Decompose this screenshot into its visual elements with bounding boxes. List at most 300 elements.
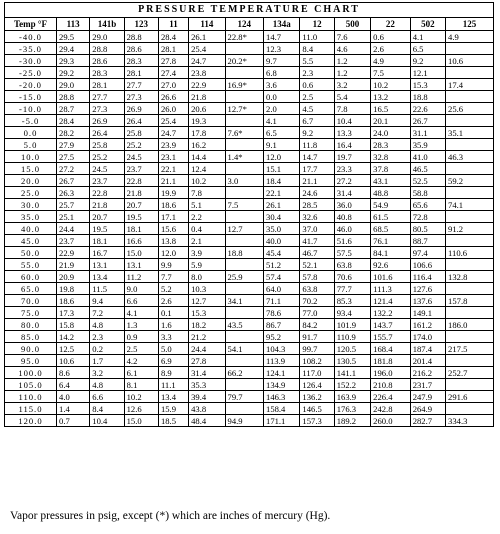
pressure-cell: 95.2 (264, 331, 300, 343)
pressure-cell: 12.0 (264, 151, 300, 163)
pressure-cell: 25.8 (124, 127, 158, 139)
pressure-cell: 16.4 (334, 139, 370, 151)
pressure-cell: 14.7 (264, 31, 300, 43)
pressure-cell: 4.1 (264, 115, 300, 127)
pressure-cell: 26.4 (90, 127, 124, 139)
pressure-cell: 7.8 (189, 187, 225, 199)
pressure-cell: 101.9 (334, 319, 370, 331)
pressure-cell: 18.8 (410, 91, 445, 103)
temp-cell: 5.0 (5, 139, 57, 151)
pressure-cell: 17.8 (189, 127, 225, 139)
pressure-cell (446, 355, 494, 367)
pressure-cell: 40.0 (264, 235, 300, 247)
pressure-cell: 3.0 (225, 175, 263, 187)
pressure-cell: 2.6 (371, 43, 411, 55)
pressure-cell: 16.2 (189, 139, 225, 151)
pressure-cell: 27.9 (57, 139, 90, 151)
pressure-cell: 260.0 (371, 415, 411, 427)
header-refrigerant: 125 (446, 18, 494, 31)
pressure-cell (225, 403, 263, 415)
pressure-cell: 0.9 (124, 331, 158, 343)
pressure-cell: 27.7 (124, 79, 158, 91)
pressure-cell: 28.3 (124, 55, 158, 67)
pressure-cell: 25.1 (57, 211, 90, 223)
pressure-cell (446, 187, 494, 199)
pressure-cell: 52.1 (300, 259, 334, 271)
pressure-cell: 242.8 (371, 403, 411, 415)
pressure-cell: 28.2 (57, 127, 90, 139)
pressure-cell (446, 91, 494, 103)
pressure-cell: 4.0 (57, 391, 90, 403)
pressure-cell: 252.7 (446, 367, 494, 379)
pressure-cell: 15.0 (124, 247, 158, 259)
pressure-cell: 1.3 (124, 319, 158, 331)
pressure-cell: 2.5 (300, 91, 334, 103)
pressure-cell: 28.7 (57, 103, 90, 115)
pressure-cell: 24.4 (189, 343, 225, 355)
pressure-cell: 2.5 (124, 343, 158, 355)
pressure-cell: 78.6 (264, 307, 300, 319)
pressure-cell: 157.3 (300, 415, 334, 427)
pressure-cell: 17.1 (158, 211, 188, 223)
pressure-cell: 54.9 (371, 199, 411, 211)
temp-cell: 25.0 (5, 187, 57, 199)
pressure-cell: 31.4 (334, 187, 370, 199)
pressure-cell (225, 259, 263, 271)
table-row (5, 103, 494, 115)
pressure-cell (225, 187, 263, 199)
pressure-cell: 5.5 (300, 55, 334, 67)
pressure-cell: 7.7 (158, 271, 188, 283)
pressure-cell: 168.4 (371, 343, 411, 355)
temp-cell: -40.0 (5, 31, 57, 43)
pressure-cell: 0.1 (158, 307, 188, 319)
pressure-cell: 92.6 (371, 259, 411, 271)
pressure-cell: 28.8 (90, 43, 124, 55)
temp-cell: -25.0 (5, 67, 57, 79)
pressure-cell: 130.5 (334, 355, 370, 367)
pressure-cell: 12.1 (410, 67, 445, 79)
table-row (5, 307, 494, 319)
pressure-cell: 15.3 (410, 79, 445, 91)
pressure-cell: 5.0 (158, 343, 188, 355)
pressure-cell: 57.8 (300, 271, 334, 283)
temp-cell: 100.0 (5, 367, 57, 379)
pressure-cell: 45.4 (264, 247, 300, 259)
pressure-cell: 11.1 (158, 379, 188, 391)
pressure-cell: 70.2 (300, 295, 334, 307)
pressure-cell: 12.6 (124, 403, 158, 415)
table-row (5, 211, 494, 223)
footnote: Vapor pressures in psig, except (*) which are inches of mercury (Hg). (10, 510, 331, 522)
pressure-cell (225, 355, 263, 367)
pressure-cell: 77.7 (334, 283, 370, 295)
temp-cell: 105.0 (5, 379, 57, 391)
pressure-cell: 1.4 (57, 403, 90, 415)
pressure-cell: 26.9 (90, 115, 124, 127)
table-row (5, 55, 494, 67)
pressure-cell: 120.5 (334, 343, 370, 355)
pressure-cell: 19.7 (334, 151, 370, 163)
table-row (5, 151, 494, 163)
pressure-cell: 143.7 (371, 319, 411, 331)
header-refrigerant: 124 (225, 18, 263, 31)
table-row (5, 283, 494, 295)
temp-cell: 0.0 (5, 127, 57, 139)
pressure-cell: 132.8 (446, 271, 494, 283)
pressure-cell: 111.3 (371, 283, 411, 295)
pressure-cell: 12.0 (158, 247, 188, 259)
header-refrigerant: 134a (264, 18, 300, 31)
header-refrigerant: 141b (90, 18, 124, 31)
pressure-cell: 2.2 (189, 211, 225, 223)
pressure-cell: 20.9 (57, 271, 90, 283)
pressure-cell: 32.8 (371, 151, 411, 163)
pressure-cell: 76.1 (371, 235, 411, 247)
temp-cell: 10.0 (5, 151, 57, 163)
pressure-cell: 17.3 (57, 307, 90, 319)
pressure-cell: 4.9 (446, 31, 494, 43)
pressure-cell: 149.1 (410, 307, 445, 319)
pressure-cell: 163.9 (334, 391, 370, 403)
pressure-cell: 22.1 (158, 163, 188, 175)
temp-cell: -5.0 (5, 115, 57, 127)
pressure-cell: 8.9 (158, 367, 188, 379)
pressure-cell: 52.5 (410, 175, 445, 187)
pressure-cell: 10.2 (124, 391, 158, 403)
table-row (5, 187, 494, 199)
pressure-cell (446, 379, 494, 391)
pressure-cell: 136.2 (300, 391, 334, 403)
pressure-cell: 46.0 (334, 223, 370, 235)
pressure-cell: 4.5 (300, 103, 334, 115)
pressure-cell: 26.6 (158, 91, 188, 103)
pressure-cell: 19.3 (189, 115, 225, 127)
table-row (5, 403, 494, 415)
pressure-cell (225, 139, 263, 151)
table-row (5, 343, 494, 355)
pressure-cell: 66.2 (225, 367, 263, 379)
pressure-cell: 334.3 (446, 415, 494, 427)
temp-cell: -20.0 (5, 79, 57, 91)
pressure-cell: 63.8 (300, 283, 334, 295)
pressure-cell: 23.3 (334, 163, 370, 175)
pressure-cell: 1.2 (334, 67, 370, 79)
header-refrigerant: 502 (410, 18, 445, 31)
pressure-cell: 4.6 (334, 43, 370, 55)
pressure-cell: 24.5 (90, 163, 124, 175)
pressure-cell (225, 235, 263, 247)
pressure-cell: 4.8 (90, 379, 124, 391)
pressure-cell: 6.5 (264, 127, 300, 139)
table-row (5, 223, 494, 235)
pressure-cell: 181.8 (371, 355, 411, 367)
pressure-cell (225, 283, 263, 295)
pressure-cell: 85.3 (334, 295, 370, 307)
header-refrigerant: 12 (300, 18, 334, 31)
table-row (5, 319, 494, 331)
pressure-cell (225, 43, 263, 55)
pressure-cell (446, 331, 494, 343)
table-row (5, 43, 494, 55)
pressure-cell: 18.2 (189, 319, 225, 331)
pressure-cell: 231.7 (410, 379, 445, 391)
header-temp: Temp °F (5, 18, 57, 31)
table-row (5, 259, 494, 271)
pressure-cell: 21.1 (300, 175, 334, 187)
pressure-cell: 28.6 (124, 43, 158, 55)
pressure-cell: 80.5 (410, 223, 445, 235)
pressure-cell: 3.2 (334, 79, 370, 91)
pressure-cell (225, 91, 263, 103)
table-row (5, 67, 494, 79)
pressure-cell: 18.4 (264, 175, 300, 187)
pressure-cell: 5.9 (189, 259, 225, 271)
pressure-cell: 74.1 (446, 199, 494, 211)
pressure-cell: 126.4 (300, 379, 334, 391)
pressure-cell: 97.4 (410, 247, 445, 259)
pressure-cell: 15.0 (124, 415, 158, 427)
pressure-cell: 10.4 (90, 415, 124, 427)
pressure-cell: 11.2 (124, 271, 158, 283)
pressure-cell: 110.6 (446, 247, 494, 259)
pressure-cell: 27.2 (57, 163, 90, 175)
pressure-cell: 28.4 (158, 31, 188, 43)
pressure-cell: 9.4 (90, 295, 124, 307)
table-row (5, 199, 494, 211)
pressure-cell: 2.1 (189, 235, 225, 247)
pressure-cell (446, 163, 494, 175)
pressure-cell: 4.1 (124, 307, 158, 319)
pressure-cell: 35.9 (410, 139, 445, 151)
pressure-cell: 28.1 (90, 79, 124, 91)
pressure-cell: 26.1 (264, 199, 300, 211)
pressure-cell: 23.1 (158, 151, 188, 163)
pressure-cell: 27.8 (189, 355, 225, 367)
pressure-cell: 137.6 (410, 295, 445, 307)
pressure-cell: 8.4 (90, 403, 124, 415)
pressure-cell: 99.7 (300, 343, 334, 355)
pressure-cell: 23.7 (57, 235, 90, 247)
pressure-cell: 12.4 (189, 163, 225, 175)
pressure-cell: 27.3 (124, 91, 158, 103)
header-refrigerant: 113 (57, 18, 90, 31)
pressure-cell: 20.7 (124, 199, 158, 211)
pressure-cell: 19.9 (158, 187, 188, 199)
pressure-cell: 27.8 (158, 55, 188, 67)
pressure-cell: 29.0 (57, 79, 90, 91)
pressure-cell: 27.0 (158, 79, 188, 91)
table-row (5, 31, 494, 43)
pressure-cell: 41.7 (300, 235, 334, 247)
temp-cell: 20.0 (5, 175, 57, 187)
table-row (5, 235, 494, 247)
pressure-cell (225, 307, 263, 319)
pressure-cell: 28.8 (124, 31, 158, 43)
pressure-cell: 2.0 (264, 103, 300, 115)
temp-cell: 45.0 (5, 235, 57, 247)
pressure-cell: 3.2 (90, 367, 124, 379)
pressure-cell: 27.7 (90, 91, 124, 103)
table-body (5, 31, 494, 427)
pressure-cell: 25.4 (158, 115, 188, 127)
temp-cell: -35.0 (5, 43, 57, 55)
table-row (5, 415, 494, 427)
table-row (5, 175, 494, 187)
pressure-cell: 108.2 (300, 355, 334, 367)
pressure-cell: 226.4 (371, 391, 411, 403)
pressure-cell: 27.2 (334, 175, 370, 187)
pressure-cell: 24.7 (189, 55, 225, 67)
pressure-cell: 22.9 (189, 79, 225, 91)
pressure-cell: 25.6 (446, 103, 494, 115)
pressure-cell: 22.8* (225, 31, 263, 43)
pressure-cell: 157.8 (446, 295, 494, 307)
pressure-cell: 19.8 (57, 283, 90, 295)
pressure-cell: 29.3 (57, 55, 90, 67)
temp-cell: 95.0 (5, 355, 57, 367)
pressure-cell: 7.5 (225, 199, 263, 211)
pressure-cell: 28.4 (57, 115, 90, 127)
pressure-cell: 25.2 (90, 151, 124, 163)
pressure-cell: 51.2 (264, 259, 300, 271)
pressure-cell: 264.9 (410, 403, 445, 415)
pressure-cell: 39.4 (189, 391, 225, 403)
pressure-cell: 12.7 (189, 295, 225, 307)
pressure-cell: 84.2 (300, 319, 334, 331)
pressure-cell: 48.4 (189, 415, 225, 427)
pressure-cell: 17.7 (300, 163, 334, 175)
pressure-cell: 6.7 (300, 115, 334, 127)
pressure-cell: 110.9 (334, 331, 370, 343)
pressure-cell: 27.4 (158, 67, 188, 79)
temp-cell: 75.0 (5, 307, 57, 319)
temp-cell: -10.0 (5, 103, 57, 115)
header-refrigerant: 123 (124, 18, 158, 31)
pressure-cell: 12.7* (225, 103, 263, 115)
pressure-cell: 10.2 (189, 175, 225, 187)
pressure-cell: 161.2 (410, 319, 445, 331)
pressure-cell: 16.6 (124, 235, 158, 247)
pressure-cell: 3.3 (158, 331, 188, 343)
pressure-cell: 12.3 (264, 43, 300, 55)
pressure-cell: 171.1 (264, 415, 300, 427)
pressure-cell: 2.3 (90, 331, 124, 343)
pressure-cell: 201.4 (410, 355, 445, 367)
pressure-cell: 174.0 (410, 331, 445, 343)
pressure-cell: 7.8 (334, 103, 370, 115)
header-refrigerant: 500 (334, 18, 370, 31)
pressure-cell: 30.4 (264, 211, 300, 223)
pressure-cell: 127.6 (410, 283, 445, 295)
pressure-cell: 186.0 (446, 319, 494, 331)
pressure-cell: 5.2 (158, 283, 188, 295)
temp-cell: -15.0 (5, 91, 57, 103)
pressure-cell: 216.2 (410, 367, 445, 379)
pressure-cell: 41.0 (410, 151, 445, 163)
pressure-cell (446, 307, 494, 319)
header-refrigerant: 22 (371, 18, 411, 31)
temp-cell: 110.0 (5, 391, 57, 403)
pressure-cell: 8.1 (124, 379, 158, 391)
pressure-cell: 6.5 (410, 43, 445, 55)
temp-cell: 70.0 (5, 295, 57, 307)
pressure-cell: 146.3 (264, 391, 300, 403)
pressure-cell: 16.7 (90, 247, 124, 259)
pressure-cell: 24.6 (300, 187, 334, 199)
pressure-cell: 24.0 (371, 127, 411, 139)
pressure-cell: 91.2 (446, 223, 494, 235)
pressure-cell: 18.1 (124, 223, 158, 235)
temp-cell: 120.0 (5, 415, 57, 427)
pressure-cell: 291.6 (446, 391, 494, 403)
pressure-cell: 8.4 (300, 43, 334, 55)
pressure-cell: 22.6 (410, 103, 445, 115)
pressure-cell: 36.0 (334, 199, 370, 211)
pressure-cell: 104.3 (264, 343, 300, 355)
temp-cell: 80.0 (5, 319, 57, 331)
pressure-cell: 32.6 (300, 211, 334, 223)
pressure-cell: 8.0 (189, 271, 225, 283)
table-row (5, 139, 494, 151)
pressure-cell: 63.8 (334, 259, 370, 271)
pressure-cell: 15.3 (189, 307, 225, 319)
pressure-cell: 11.5 (90, 283, 124, 295)
pressure-cell: 14.2 (57, 331, 90, 343)
pressure-cell: 9.7 (264, 55, 300, 67)
pressure-cell: 1.4* (225, 151, 263, 163)
pressure-cell: 4.1 (410, 31, 445, 43)
pressure-cell: 13.8 (158, 235, 188, 247)
pressure-cell: 19.5 (124, 211, 158, 223)
pressure-cell (446, 211, 494, 223)
pressure-cell (225, 379, 263, 391)
pressure-cell: 18.5 (158, 415, 188, 427)
pressure-cell: 176.3 (334, 403, 370, 415)
pressure-cell: 146.5 (300, 403, 334, 415)
pressure-cell: 19.5 (90, 223, 124, 235)
pressure-cell: 21.1 (158, 175, 188, 187)
pressure-cell: 48.8 (371, 187, 411, 199)
pressure-cell: 101.6 (371, 271, 411, 283)
pressure-cell: 124.1 (264, 367, 300, 379)
table-row (5, 91, 494, 103)
pressure-cell: 46.7 (300, 247, 334, 259)
pressure-cell: 25.9 (225, 271, 263, 283)
temp-cell: 15.0 (5, 163, 57, 175)
pressure-cell: 22.8 (90, 187, 124, 199)
table-row (5, 127, 494, 139)
pressure-cell: 15.8 (57, 319, 90, 331)
pressure-cell: 21.9 (57, 259, 90, 271)
temp-cell: 90.0 (5, 343, 57, 355)
pressure-cell: 57.5 (334, 247, 370, 259)
pressure-cell: 27.3 (90, 103, 124, 115)
pressure-cell: 58.8 (410, 187, 445, 199)
pressure-cell: 25.2 (124, 139, 158, 151)
pressure-cell (225, 67, 263, 79)
pressure-cell: 9.1 (264, 139, 300, 151)
pressure-cell (446, 259, 494, 271)
temp-cell: 30.0 (5, 199, 57, 211)
pressure-cell: 25.7 (57, 199, 90, 211)
pressure-cell: 23.8 (189, 67, 225, 79)
pressure-cell: 9.2 (410, 55, 445, 67)
pressure-cell: 31.1 (410, 127, 445, 139)
pressure-cell: 11.0 (300, 31, 334, 43)
pressure-cell: 13.1 (90, 259, 124, 271)
pressure-cell (446, 67, 494, 79)
